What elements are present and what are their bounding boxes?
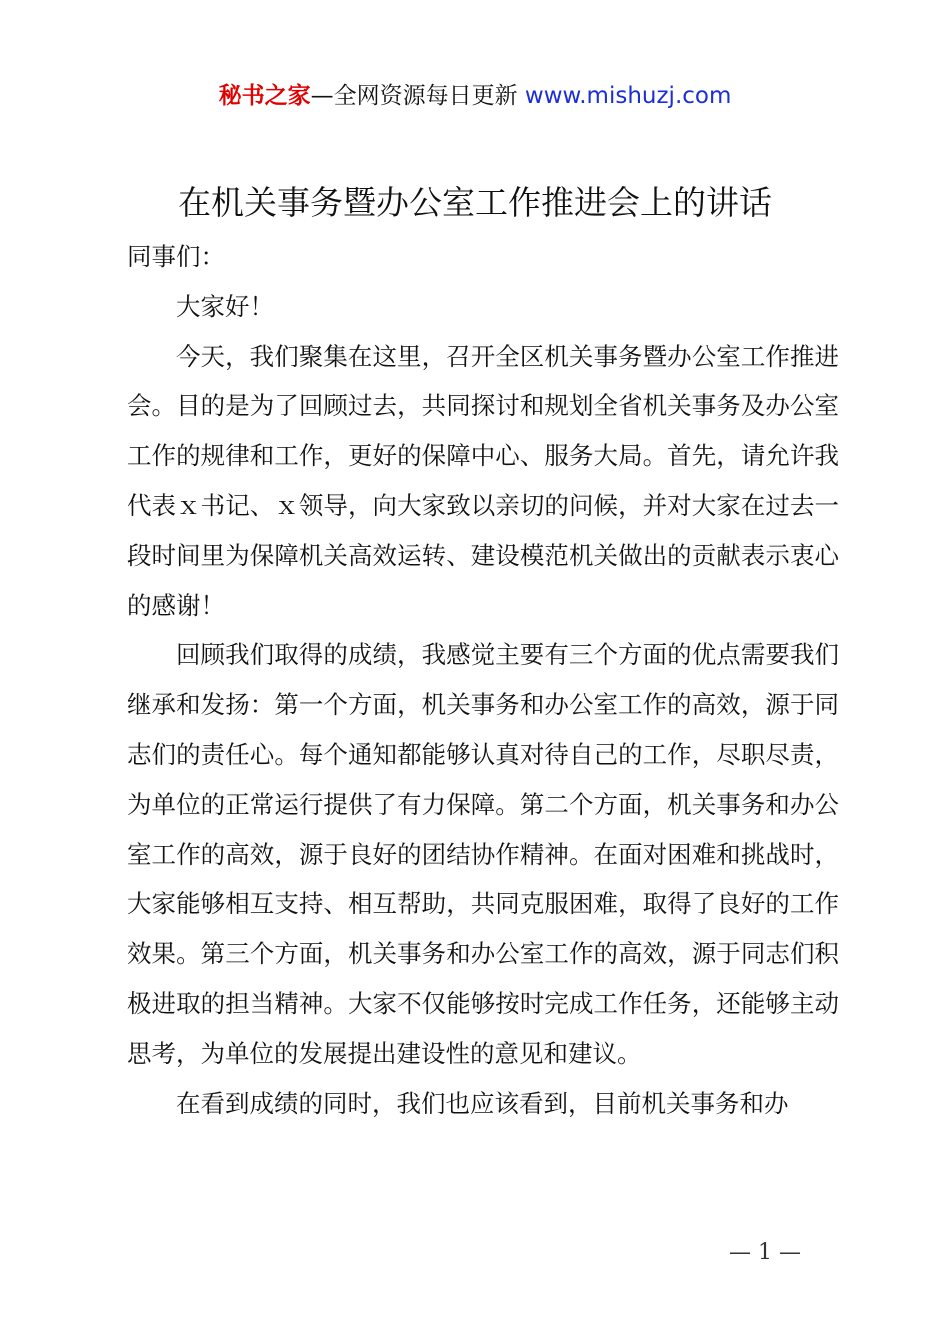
document-body — [127, 232, 839, 1128]
site-url-link[interactable]: www.mishuzj.com — [524, 83, 732, 109]
paragraph-shortcomings: 在看到成绩的同时，我们也应该看到，目前机关事务和办 — [176, 1088, 789, 1118]
site-tagline: —全网资源每日更新 — [310, 83, 518, 109]
site-header — [0, 80, 950, 112]
salutation: 同事们： — [127, 242, 225, 271]
page-number: — 1 — — [729, 1240, 801, 1265]
paragraph-greeting: 大家好！ — [176, 291, 274, 321]
paragraph-opening: 今天，我们聚集在这里，召开全区机关事务暨办公室工作推进会。目的是为了回顾过去，共同探讨和规划全省机关事务及办公室工作的规律和工作，更好的保障中心、服务大局。首先，请允许我代表ｘ书记、ｘ领导，向大家致以亲切的问候，并对大家在过去一段时间里为保障机关高效运转、建设模范机关做出的贡献表示衷心的感谢！ — [127, 341, 839, 620]
paragraph-achievements: 回顾我们取得的成绩，我感觉主要有三个方面的优点需要我们继承和发扬：第一个方面，机关事务和办公室工作的高效，源于同志们的责任心。每个通知都能够认真对待自己的工作，尽职尽责，为单位的正常运行提供了有力保障。第二个方面，机关事务和办公室工作的高效，源于良好的团结协作精神。在面对困难和挑战时，大家能够相互支持、相互帮助，共同克服困难，取得了良好的工作效果。第三个方面，机关事务和办公室工作的高效，源于同志们积极进取的担当精神。大家不仅能够按时完成工作任务，还能够主动思考，为单位的发展提出建设性的意见和建议。 — [127, 640, 839, 1068]
document-title: 在机关事务暨办公室工作推进会上的讲话 — [178, 183, 772, 222]
site-name: 秘书之家 — [218, 83, 311, 109]
